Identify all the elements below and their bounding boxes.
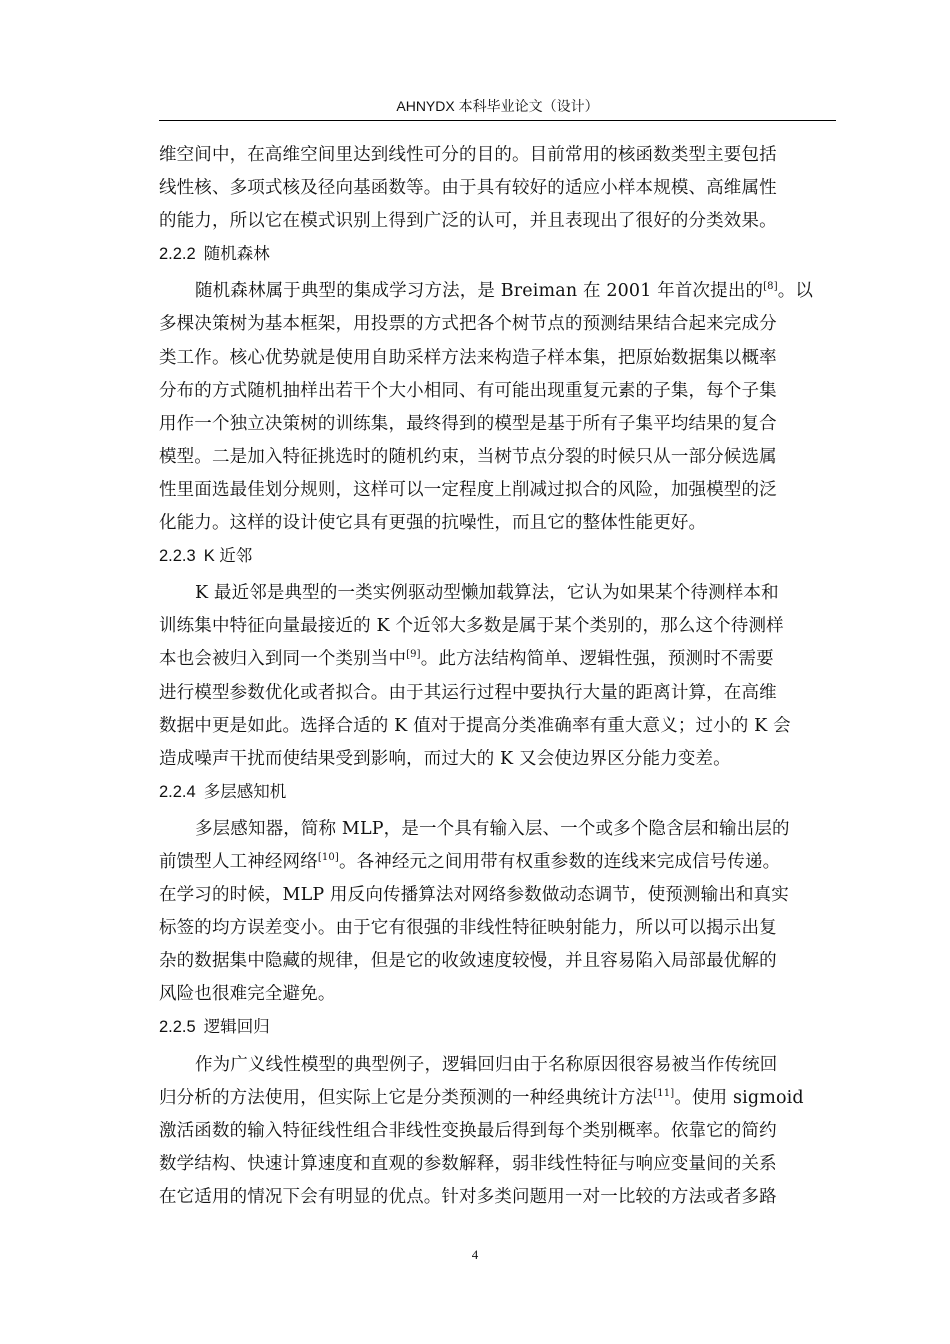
page-number: 4 [471, 1247, 479, 1262]
text-run: 。此方法结构简单、逻辑性强，预测时不需要 [420, 649, 774, 670]
text-line: 线性核、多项式核及径向基函数等。由于具有较好的适应小样本规模、高维属性 [159, 178, 777, 199]
text-line: 类工作。核心优势就是使用自助采样方法来构造子样本集，把原始数据集以概率 [159, 347, 777, 368]
text-run: 归分析的方法使用，但实际上它是分类预测的一种经典统计方法 [159, 1087, 654, 1108]
citation-ref: [11] [653, 1087, 675, 1099]
text-run: 。使用 sigmoid [674, 1087, 804, 1108]
running-header [159, 96, 836, 121]
section-title: 多层感知机 [203, 782, 287, 801]
page-body [159, 139, 836, 1214]
paragraph-knn [159, 577, 836, 776]
paragraph-logistic-regression [159, 1049, 836, 1214]
text-line: 杂的数据集中隐藏的规律，但是它的收敛速度较慢，并且容易陷入局部最优解的 [159, 951, 777, 972]
text-line: 进行模型参数优化或者拟合。由于其运行过程中要执行大量的距离计算，在高维 [159, 682, 777, 703]
section-number: 2.2.2 [159, 245, 196, 264]
text-line: 分布的方式随机抽样出若干个大小相同、有可能出现重复元素的子集，每个子集 [159, 380, 777, 401]
text-line: 在学习的时候，MLP 用反向传播算法对网络参数做动态调节，使预测输出和真实 [159, 885, 789, 906]
text-run: 。以 [777, 281, 814, 302]
text-line: 用作一个独立决策树的训练集，最终得到的模型是基于所有子集平均结果的复合 [159, 413, 777, 434]
text-line: 化能力。这样的设计使它具有更强的抗噪性，而且它的整体性能更好。 [159, 513, 707, 534]
text-line: 造成噪声干扰而使结果受到影响，而过大的 K 又会使边界区分能力变差。 [159, 748, 731, 769]
text-run: 随机森林属于典型的集成学习方法，是 Breiman 在 2001 年首次提出的 [195, 281, 764, 302]
section-title: K 近邻 [203, 547, 253, 566]
text-line: 训练集中特征向量最接近的 K 个近邻大多数是属于某个类别的，那么这个待测样 [159, 616, 784, 637]
citation-ref: [9] [406, 649, 421, 661]
text-line: 数据中更是如此。选择合适的 K 值对于提高分类准确率有重大意义；过小的 K 会 [159, 715, 791, 736]
section-heading-2-2-3 [159, 540, 836, 573]
citation-ref: [8] [763, 281, 778, 293]
section-title: 逻辑回归 [203, 1018, 270, 1037]
text-line [159, 1082, 836, 1115]
text-line [159, 275, 836, 308]
text-line: 维空间中，在高维空间里达到线性可分的目的。目前常用的核函数类型主要包括 [159, 145, 777, 165]
citation-ref: [10] [317, 852, 339, 864]
text-line: 多层感知器，简称 MLP，是一个具有输入层、一个或多个隐含层和输出层的 [195, 818, 790, 839]
paragraph-random-forest [159, 275, 836, 540]
section-number: 2.2.3 [159, 547, 196, 566]
text-run: 本也会被归入到同一个类别当中 [159, 649, 407, 670]
text-line: 在它适用的情况下会有明显的优点。针对多类问题用一对一比较的方法或者多路 [159, 1186, 777, 1207]
text-line: 性里面选最佳划分规则，这样可以一定程度上削减过拟合的风险，加强模型的泛 [159, 479, 777, 500]
text-line: 标签的均方误差变小。由于它有很强的非线性特征映射能力，所以可以揭示出复 [159, 918, 777, 939]
section-heading-2-2-2 [159, 238, 836, 271]
text-line: K 最近邻是典型的一类实例驱动型懒加载算法，它认为如果某个待测样本和 [195, 583, 779, 604]
section-number: 2.2.4 [159, 782, 196, 801]
text-line: 激活函数的输入特征线性组合非线性变换最后得到每个类别概率。依靠它的简约 [159, 1120, 777, 1141]
text-line [159, 846, 836, 879]
text-line: 多棵决策树为基本框架，用投票的方式把各个树节点的预测结果结合起来完成分 [159, 314, 777, 335]
section-heading-2-2-4 [159, 776, 836, 809]
paragraph-mlp [159, 813, 836, 1012]
section-title: 随机森林 [203, 245, 270, 264]
section-heading-2-2-5 [159, 1011, 836, 1044]
text-run: 前馈型人工神经网络 [159, 851, 318, 872]
text-line: 模型。二是加入特征挑选时的随机约束，当树节点分裂的时候只从一部分候选属 [159, 446, 777, 467]
text-line: 风险也很难完全避免。 [159, 984, 336, 1005]
section-number: 2.2.5 [159, 1018, 196, 1037]
text-line [159, 643, 836, 676]
header-title: AHNYDX 本科毕业论文（设计） [396, 98, 599, 114]
text-line: 作为广义线性模型的典型例子，逻辑回归由于名称原因很容易被当作传统回 [195, 1054, 778, 1075]
paragraph-svm-continuation [159, 139, 836, 238]
text-line: 数学结构、快速计算速度和直观的参数解释，弱非线性特征与响应变量间的关系 [159, 1153, 777, 1174]
text-run: 。各神经元之间用带有权重参数的连线来完成信号传递。 [339, 851, 781, 872]
text-line: 的能力，所以它在模式识别上得到广泛的认可，并且表现出了很好的分类效果。 [159, 211, 777, 232]
